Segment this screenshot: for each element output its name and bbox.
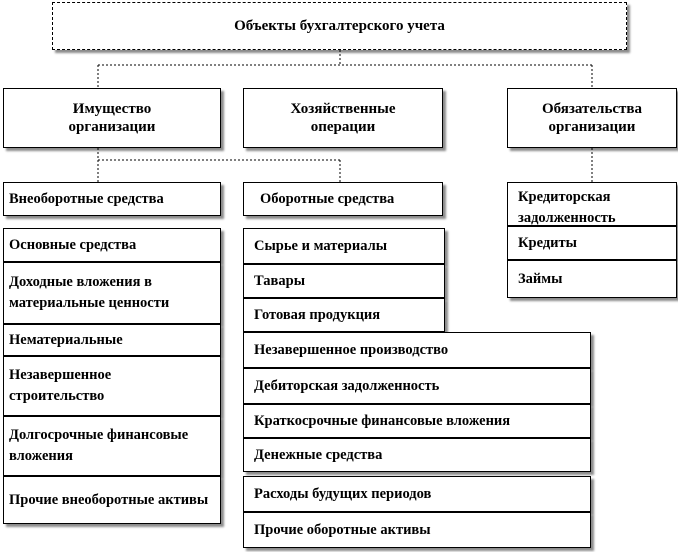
current-item [243,476,591,512]
liabilities-item-label: Займы [518,270,563,287]
noncurrent-item-label: Незавершенное строительство [9,367,112,404]
operations-title: Хозяйственные операции [290,101,396,135]
current-item-label: Краткосрочные финансовые вложения [254,412,511,429]
current-item-label: Денежные средства [254,446,383,463]
current-item [243,404,591,438]
current-item [243,298,445,332]
noncurrent-item [3,416,221,476]
liabilities-item-label: Кредиторская задолженность [518,189,616,226]
liabilities-item-label: Кредиты [518,234,577,251]
current-item [243,228,445,264]
property-box [3,88,221,148]
current-item-label: Дебиторская задолженность [254,377,440,394]
property-title: Имущество организации [68,101,156,135]
current-item [243,438,591,472]
noncurrent-item [3,476,221,524]
current-item-label: Тавары [254,272,306,289]
current-item-label: Сырье и материалы [254,237,388,254]
liabilities-item [507,182,677,226]
current-item-label: Готовая продукция [254,306,381,323]
noncurrent-title: Внеоборотные средства [9,190,164,207]
operations-box [243,88,443,148]
current-item [243,512,591,548]
root-title: Объекты бухгалтерского учета [234,18,445,34]
current-title-box [243,182,443,216]
obligations-box [507,88,677,148]
current-item [243,368,591,404]
current-item [243,264,445,298]
root-box [52,2,627,50]
noncurrent-item-label: Основные средства [9,236,137,253]
noncurrent-title-box [3,182,221,216]
current-item-label: Незавершенное производство [254,341,449,358]
noncurrent-item-label: Прочие внеоборотные активы [9,491,209,508]
current-item [243,332,591,368]
obligations-title: Обязательства организации [541,101,643,135]
noncurrent-item [3,324,221,356]
noncurrent-item [3,262,221,324]
noncurrent-item-label: Долгосрочные финансовые вложения [9,427,189,464]
current-item-label: Прочие оборотные активы [254,521,431,538]
noncurrent-item-label: Нематериальные [9,331,123,348]
current-title: Оборотные средства [260,190,395,207]
noncurrent-item-label: Доходные вложения в материальные ценности [9,274,170,311]
noncurrent-item [3,356,221,416]
liabilities-item [507,226,677,260]
noncurrent-item [3,228,221,262]
current-item-label: Расходы будущих периодов [254,485,432,502]
liabilities-item [507,260,677,298]
